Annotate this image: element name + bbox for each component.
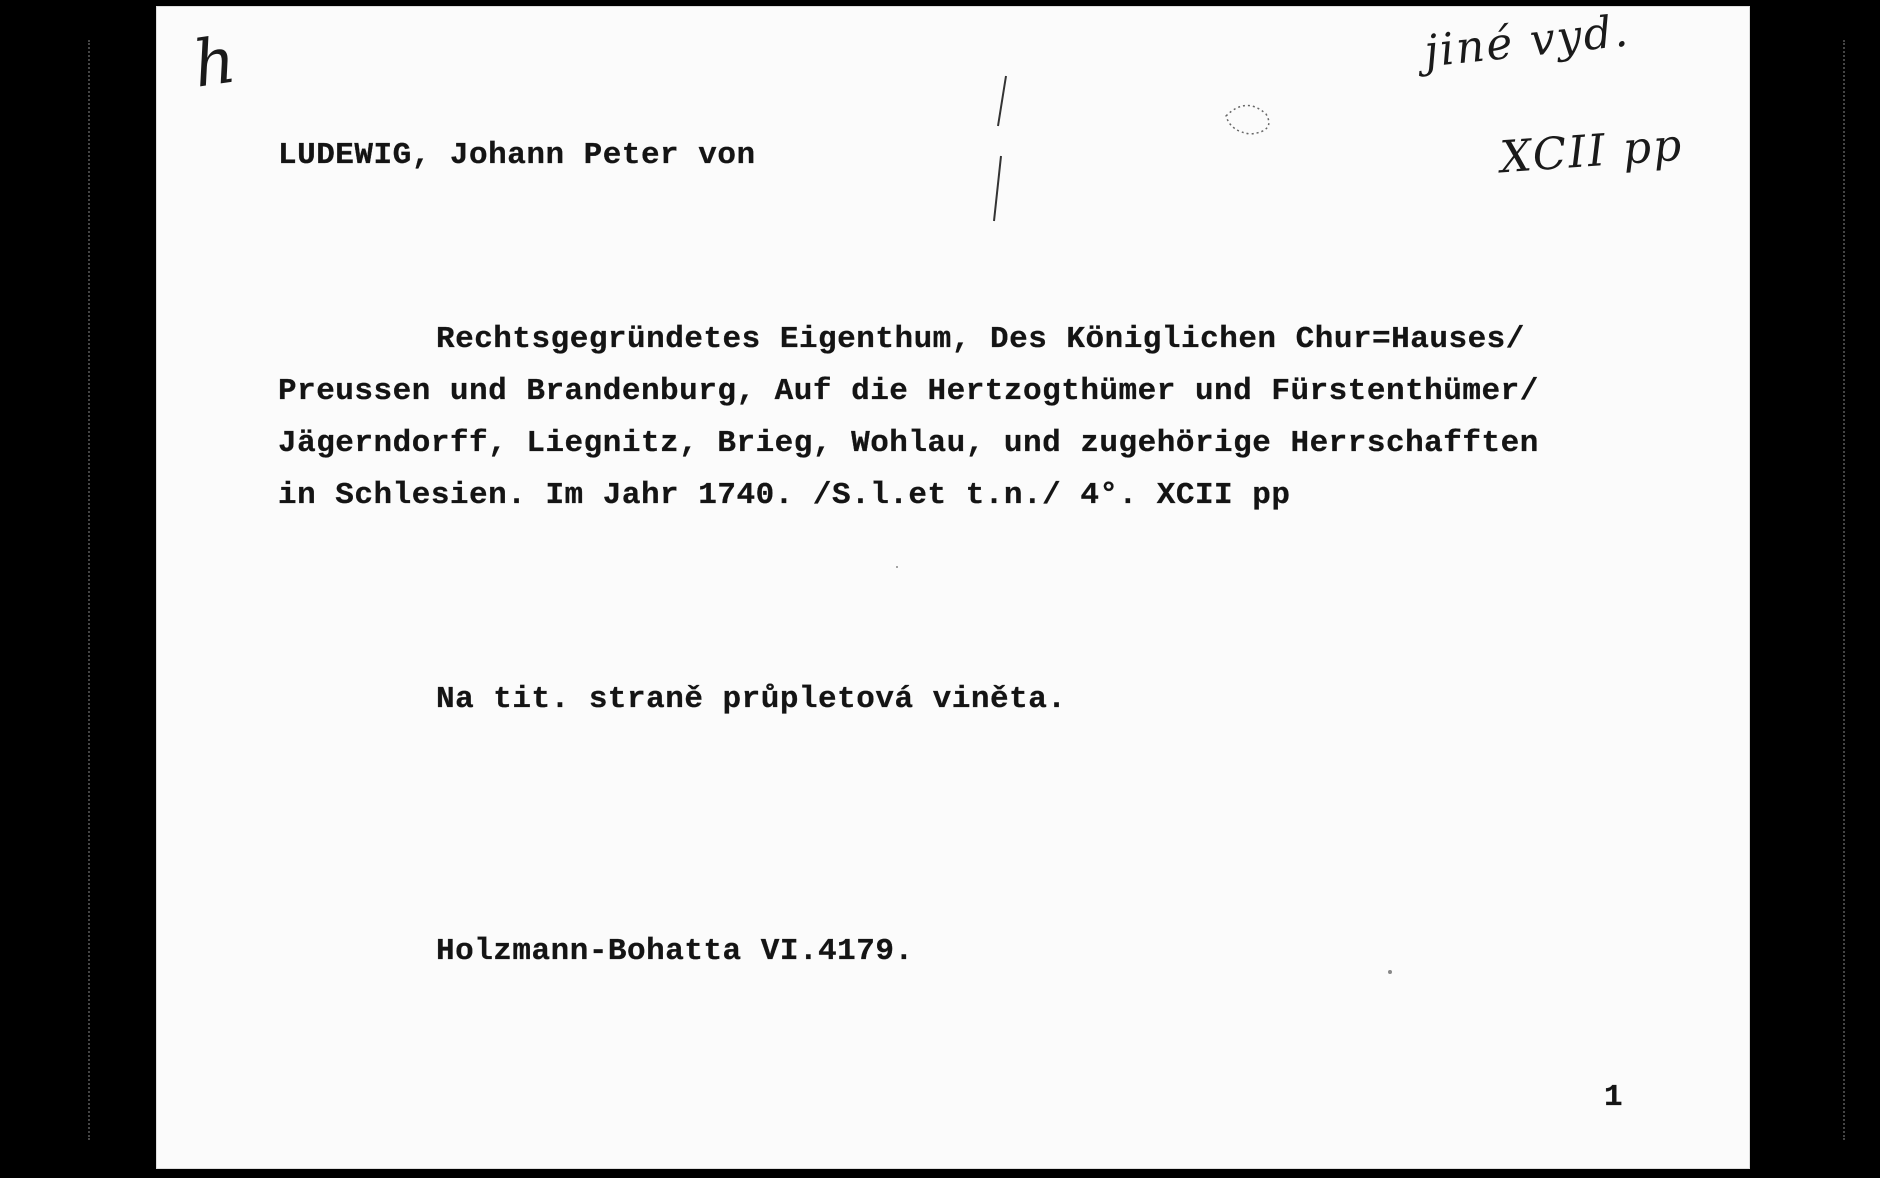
speck: [896, 566, 898, 568]
speck: [1388, 970, 1392, 974]
handwritten-note: jiné vyd.: [1421, 5, 1633, 78]
title-line-3: Jägerndorff, Liegnitz, Brieg, Wohlau, und zugehörige Herrschafften: [278, 426, 1539, 461]
title-line-1: Rechtsgegründetes Eigenthum, Des Königlichen Chur=Hauses/: [436, 322, 1525, 357]
scan-edge-left: [88, 40, 96, 1140]
author-heading: LUDEWIG, Johann Peter von: [278, 138, 756, 173]
title-line-2: Preussen und Brandenburg, Auf die Hertzogthümer und Fürstenthümer/: [278, 374, 1539, 409]
pencil-marks: [976, 56, 1016, 236]
description-note: Na tit. straně průpletová viněta.: [436, 682, 1067, 717]
scan-edge-right: [1843, 40, 1851, 1140]
bibliographic-reference: Holzmann-Bohatta VI.4179.: [436, 934, 914, 969]
card-number: 1: [1604, 1080, 1624, 1115]
catalog-card: [156, 6, 1750, 1169]
handwritten-mark: h: [189, 23, 243, 103]
stamp-smudge: [1216, 86, 1296, 146]
title-line-4: in Schlesien. Im Jahr 1740. /S.l.et t.n./ 4°. XCII pp: [278, 478, 1291, 513]
handwritten-pages: XCII pp: [1498, 119, 1685, 184]
